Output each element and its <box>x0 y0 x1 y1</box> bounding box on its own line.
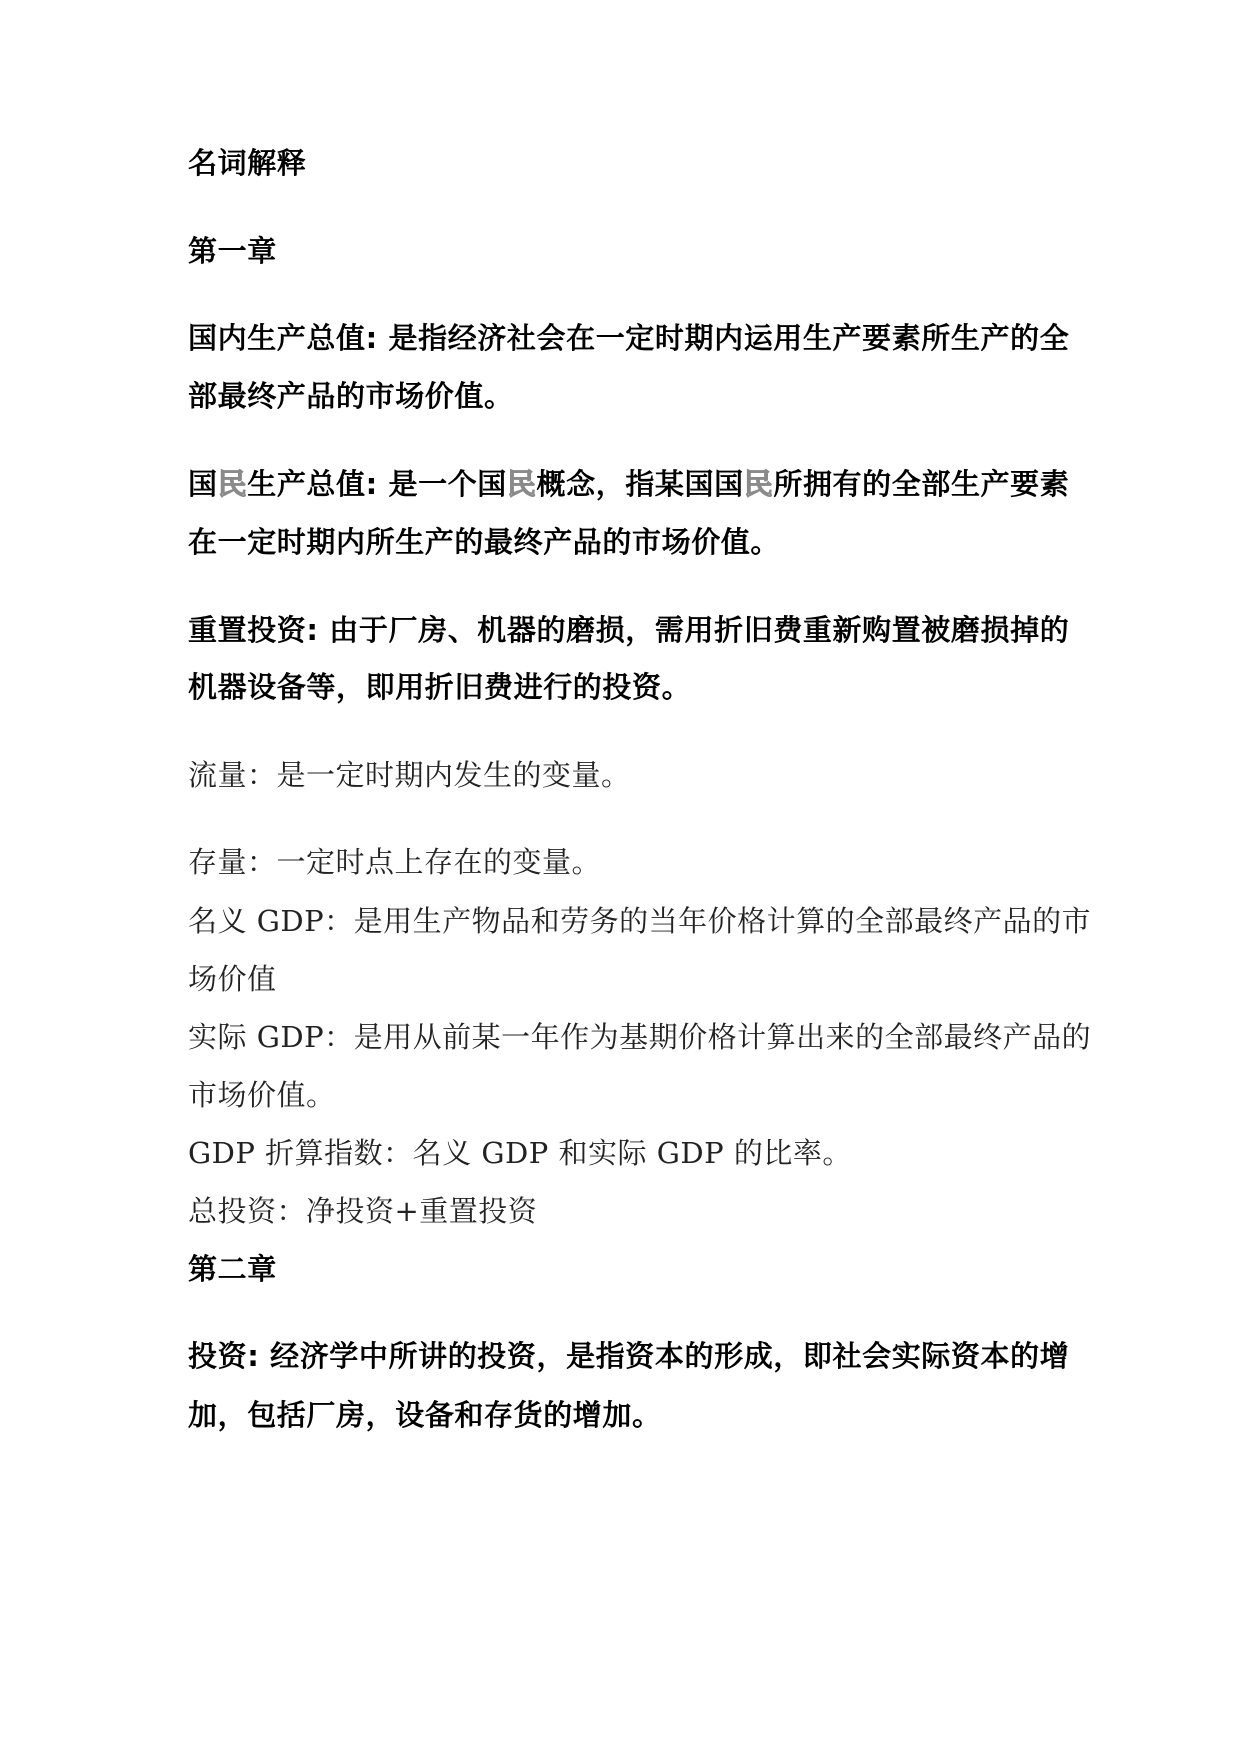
gdp-definition-line-1: 国内生产总值: 是指经济社会在一定时期内运用生产要素所生产的全 <box>188 321 1070 355</box>
gnp-text-part: 生产总值: 是一个国 <box>247 467 507 501</box>
real-gdp-line-1: 实际 GDP：是用从前某一年作为基期价格计算出来的全部最终产品的 <box>188 1020 1092 1054</box>
chapter-1-heading: 第一章 <box>188 234 277 268</box>
nominal-gdp-line-1: 名义 GDP：是用生产物品和劳务的当年价格计算的全部最终产品的市 <box>188 904 1092 938</box>
investment-definition-line-2: 加，包括厂房，设备和存货的增加。 <box>188 1398 662 1432</box>
chapter-2-heading: 第二章 <box>188 1252 277 1286</box>
replacement-investment-line-1: 重置投资: 由于厂房、机器的磨损，需用折旧费重新购置被磨损掉的 <box>188 613 1070 647</box>
page-heading: 名词解释 <box>188 146 307 180</box>
hollow-character: 民 <box>217 467 248 501</box>
stock-definition: 存量：一定时点上存在的变量。 <box>188 845 602 879</box>
gnp-definition-line-1 <box>188 466 1068 502</box>
gnp-text-part: 所拥有的全部生产要素 <box>773 467 1070 501</box>
hollow-character: 民 <box>506 467 537 501</box>
flow-definition: 流量：是一定时期内发生的变量。 <box>188 758 631 792</box>
investment-definition-line-1: 投资: 经济学中所讲的投资，是指资本的形成，即社会实际资本的增 <box>188 1339 1070 1373</box>
total-investment-definition: 总投资：净投资+重置投资 <box>188 1194 538 1228</box>
gdp-definition-line-2: 部最终产品的市场价值。 <box>188 379 514 413</box>
replacement-investment-line-2: 机器设备等，即用折旧费进行的投资。 <box>188 670 692 704</box>
real-gdp-line-2: 市场价值。 <box>188 1078 336 1112</box>
gnp-text-part: 国 <box>188 467 218 501</box>
nominal-gdp-line-2: 场价值 <box>188 962 277 996</box>
gdp-deflator-definition: GDP 折算指数：名义 GDP 和实际 GDP 的比率。 <box>188 1136 852 1170</box>
gnp-definition-line-2: 在一定时期内所生产的最终产品的市场价值。 <box>188 525 781 559</box>
gnp-text-part: 概念，指某国国 <box>536 467 744 501</box>
hollow-character: 民 <box>743 467 774 501</box>
